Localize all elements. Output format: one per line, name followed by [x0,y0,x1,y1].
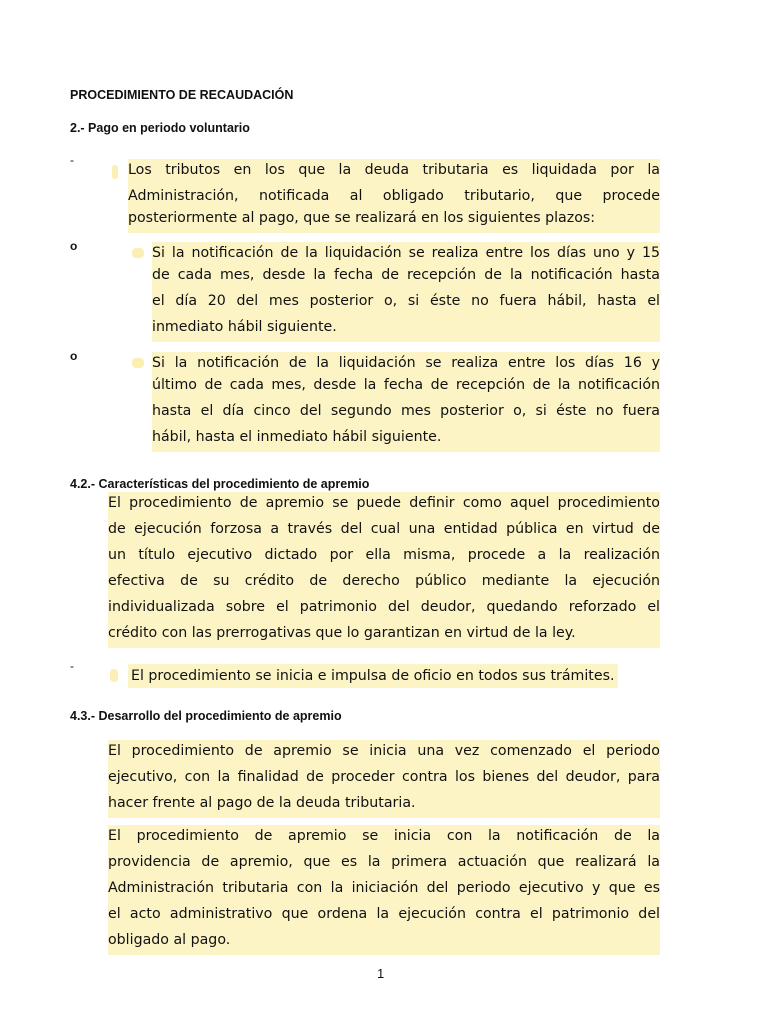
text-line: el acto administrativo que ordena la ejecución contra el patrimonio del [108,906,660,922]
section-4-2-paragraph [108,492,660,648]
section-2-item-1 [152,242,660,342]
text-line: individualizada sobre el patrimonio del deudor, quedando reforzado el [108,599,660,615]
text-line: ejecutivo, con la finalidad de proceder contra los bienes del deudor, para [108,769,660,785]
section-2-heading: 2.- Pago en periodo voluntario [70,121,250,135]
text-line: obligado al pago. [108,932,231,948]
bullet-icon [110,669,118,682]
text-line: un título ejecutivo dictado por ella misma, procede a la realización [108,547,660,563]
section-2-item-2 [152,352,660,452]
text-line: Si la notificación de la liquidación se realiza entre los días uno y 15 [152,245,660,261]
text-line: providencia de apremio, que es la primera actuación que realizará la [108,854,660,870]
text-line: inmediato hábil siguiente. [152,319,337,335]
section-2-intro [128,159,660,233]
bullet-icon [112,165,118,179]
text-line: posteriormente al pago, que se realizará en los siguientes plazos: [128,210,596,226]
document-title: PROCEDIMIENTO DE RECAUDACIÓN [70,88,294,102]
page-number: 1 [377,966,385,981]
text-line: último de cada mes, desde la fecha de recepción de la notificación [152,377,660,393]
dash-marker: - [70,659,74,673]
bullet-icon [132,358,144,368]
text-line: de ejecución forzosa a través del cual una entidad pública en virtud de [108,521,660,537]
text-line: hábil, hasta el inmediato hábil siguiente. [152,429,442,445]
text-line: hasta el día cinco del segundo mes posterior o, si éste no fuera [152,403,660,419]
text-line: El procedimiento de apremio se puede definir como aquel procedimiento [108,495,660,511]
text-line: efectiva de su crédito de derecho público mediante la ejecución [108,573,660,589]
section-4-3-paragraph-1 [108,740,660,818]
dash-marker: - [70,153,74,167]
text-line: Si la notificación de la liquidación se realiza entre los días 16 y [152,355,660,371]
text-line: Administración tributaria con la iniciación del periodo ejecutivo y que es [108,880,660,896]
text-line: El procedimiento de apremio se inicia una vez comenzado el periodo [108,743,660,759]
section-4-3-paragraph-2 [108,825,660,955]
text-line: crédito con las prerrogativas que lo garantizan en virtud de la ley. [108,625,576,641]
text-line: hacer frente al pago de la deuda tributaria. [108,795,416,811]
section-4-2-heading: 4.2.- Características del procedimiento de apremio [70,477,370,491]
text-line: el día 20 del mes posterior o, si éste no fuera hábil, hasta el [152,293,660,309]
sub-item-marker: o [70,349,78,363]
text-line: El procedimiento se inicia e impulsa de oficio en todos sus trámites. [128,664,618,688]
text-line: Administración, notificada al obligado tributario, que procede [128,188,660,204]
bullet-icon [132,248,144,258]
section-4-3-heading: 4.3.- Desarrollo del procedimiento de apremio [70,709,342,723]
sub-item-marker: o [70,239,78,253]
text-line: de cada mes, desde la fecha de recepción de la notificación hasta [152,267,660,283]
section-4-2-bullet [128,664,668,688]
text-line: El procedimiento de apremio se inicia con la notificación de la [108,828,660,844]
text-line: Los tributos en los que la deuda tributaria es liquidada por la [128,162,660,178]
